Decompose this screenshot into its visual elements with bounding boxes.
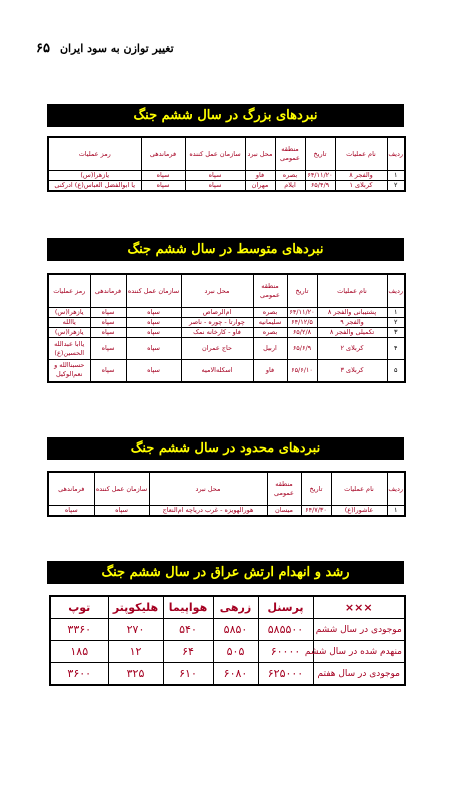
table-cell: سپاه bbox=[126, 338, 181, 360]
table-cell: یا ابوالفضل العباس(ع) ادرکنی bbox=[48, 181, 141, 192]
table-cell: ۶۴/۷/۳۰ bbox=[301, 506, 331, 517]
table-cell: حاج عمران bbox=[181, 338, 253, 360]
table-cell: تکمیلی والفجر ۸ bbox=[317, 328, 387, 338]
table-cell: ۶۵/۶/۹ bbox=[287, 338, 317, 360]
table-row bbox=[48, 360, 405, 382]
table-header-row bbox=[48, 472, 405, 506]
table-cell: ۶۲۵۰۰۰ bbox=[258, 663, 313, 686]
column-header: نام عملیات bbox=[317, 274, 387, 308]
table-cell: سپاه bbox=[90, 308, 126, 318]
table-row bbox=[50, 619, 405, 641]
column-header: سازمان عمل کننده bbox=[185, 137, 245, 171]
table-cell: ایلام bbox=[275, 181, 305, 192]
limited-battles-title: نبردهای محدود در سال ششم جنگ bbox=[47, 437, 404, 460]
table-cell: ۶۱۰ bbox=[163, 663, 213, 686]
table-cell: ۶۵/۲/۸ bbox=[287, 328, 317, 338]
column-header: ردیف bbox=[387, 274, 405, 308]
page-number: ۶۵ bbox=[36, 40, 50, 56]
column-header: نام عملیات bbox=[335, 137, 387, 171]
table-cell: حسبناالله و نعم‌الوکیل bbox=[48, 360, 90, 382]
table-row bbox=[48, 506, 405, 517]
table-cell: سپاه bbox=[90, 318, 126, 328]
column-header: رمز عملیات bbox=[48, 137, 141, 171]
column-header: هواپیما bbox=[163, 596, 213, 619]
table-cell: ۳۳۶۰ bbox=[50, 619, 108, 641]
table-cell: اربیل bbox=[253, 338, 287, 360]
table-cell: ۶۰۰۰۰ bbox=[258, 641, 313, 663]
column-header: رمز عملیات bbox=[48, 274, 90, 308]
table-row bbox=[48, 338, 405, 360]
table-cell: ۶۵/۴/۹ bbox=[305, 181, 335, 192]
column-header: نام عملیات bbox=[331, 472, 387, 506]
table-cell: سپاه bbox=[185, 171, 245, 181]
table-cell: ۱ bbox=[387, 308, 405, 318]
table-cell: چوارتا - چوره - ناصر bbox=[181, 318, 253, 328]
table-cell: کربلای ۳ bbox=[317, 360, 387, 382]
table-cell: سپاه bbox=[94, 506, 149, 517]
table-cell: سپاه bbox=[141, 181, 185, 192]
table-cell: موجودی در سال ششم bbox=[313, 619, 405, 641]
table-cell: ۵۴۰ bbox=[163, 619, 213, 641]
table-row bbox=[48, 171, 405, 181]
large-battles-title: نبردهای بزرگ در سال ششم جنگ bbox=[47, 104, 404, 127]
table-cell: فاو bbox=[245, 171, 275, 181]
table-cell: سپاه bbox=[126, 328, 181, 338]
table-cell: فاو bbox=[253, 360, 287, 382]
table-cell: ۲ bbox=[387, 181, 405, 192]
column-header: پرسنل bbox=[258, 596, 313, 619]
table-cell: هورالهویزه - غرب دریاچه ام‌النعاج bbox=[149, 506, 267, 517]
table-cell: والفجر ۸ bbox=[335, 171, 387, 181]
table-cell: یازهرا(س) bbox=[48, 308, 90, 318]
table-cell: سپاه bbox=[48, 506, 94, 517]
table-cell: یازهرا(س) bbox=[48, 328, 90, 338]
table-cell: سپاه bbox=[141, 171, 185, 181]
page-header bbox=[36, 38, 174, 58]
column-header: تاریخ bbox=[301, 472, 331, 506]
table-cell: ۶۰۸۰ bbox=[213, 663, 258, 686]
medium-battles-title: نبردهای متوسط در سال ششم جنگ bbox=[47, 238, 404, 261]
column-header: منطقه عمومی bbox=[275, 137, 305, 171]
table-cell: سپاه bbox=[126, 308, 181, 318]
column-header: محل نبرد bbox=[245, 137, 275, 171]
table-cell: سپاه bbox=[185, 181, 245, 192]
column-header: فرماندهی bbox=[48, 472, 94, 506]
table-cell: ۱۸۵ bbox=[50, 641, 108, 663]
table-cell: سپاه bbox=[126, 360, 181, 382]
table-cell: ۵۸۵۰ bbox=[213, 619, 258, 641]
column-header: توپ bbox=[50, 596, 108, 619]
table-cell: منهدم شده در سال ششم bbox=[313, 641, 405, 663]
table-cell: سپاه bbox=[90, 338, 126, 360]
table-cell: میسان bbox=[267, 506, 301, 517]
table-cell: موجودی در سال هفتم bbox=[313, 663, 405, 686]
table-cell: ۱ bbox=[387, 506, 405, 517]
table-cell: یازهرا(س) bbox=[48, 171, 141, 181]
column-header: تاریخ bbox=[287, 274, 317, 308]
table-cell: ۳ bbox=[387, 328, 405, 338]
table-cell: والفجر ۹ bbox=[317, 318, 387, 328]
table-cell: یاالله bbox=[48, 318, 90, 328]
limited-battles-table bbox=[47, 471, 406, 517]
table-row bbox=[48, 328, 405, 338]
table-cell: ۵۸۵۵۰۰ bbox=[258, 619, 313, 641]
table-header-row bbox=[50, 596, 405, 619]
table-cell: پشتیبانی والفجر ۸ bbox=[317, 308, 387, 318]
table-row bbox=[48, 318, 405, 328]
column-header: ردیف bbox=[387, 137, 405, 171]
column-header: سازمان عمل کننده bbox=[94, 472, 149, 506]
table-cell: ۳۲۵ bbox=[108, 663, 163, 686]
column-header: سازمان عمل کننده bbox=[126, 274, 181, 308]
running-title: تغییر توازن به سود ایران bbox=[59, 41, 174, 55]
table-cell: سپاه bbox=[126, 318, 181, 328]
column-header: تاریخ bbox=[305, 137, 335, 171]
table-cell: ۶۵/۶/۱۰ bbox=[287, 360, 317, 382]
table-cell: مهران bbox=[245, 181, 275, 192]
table-row bbox=[50, 641, 405, 663]
table-cell: سلیمانیه bbox=[253, 318, 287, 328]
table-cell: عاشورا(ع) bbox=[331, 506, 387, 517]
table-cell: سپاه bbox=[90, 328, 126, 338]
iraq-army-table bbox=[49, 595, 406, 686]
column-header: ردیف bbox=[387, 472, 405, 506]
table-cell: بصره bbox=[275, 171, 305, 181]
table-cell: ۶۴ bbox=[163, 641, 213, 663]
column-header: هلیکوپتر bbox=[108, 596, 163, 619]
table-cell: کربلای ۲ bbox=[317, 338, 387, 360]
table-cell: بصره bbox=[253, 308, 287, 318]
table-row bbox=[50, 663, 405, 686]
table-cell: اسکله‌الامیه bbox=[181, 360, 253, 382]
medium-battles-table bbox=[47, 273, 406, 383]
table-cell: ۱۲ bbox=[108, 641, 163, 663]
table-cell: ۲ bbox=[387, 318, 405, 328]
table-cell: ۶۴/۱۲/۵ bbox=[287, 318, 317, 328]
table-cell: بصره bbox=[253, 328, 287, 338]
table-cell: ۵ bbox=[387, 360, 405, 382]
table-cell: ۱ bbox=[387, 171, 405, 181]
column-header: زرهی bbox=[213, 596, 258, 619]
column-header: منطقه عمومی bbox=[267, 472, 301, 506]
table-cell: ۲۷۰ bbox=[108, 619, 163, 641]
table-cell: یاابا عبدالله الحسین(ع) bbox=[48, 338, 90, 360]
table-cell: سپاه bbox=[90, 360, 126, 382]
column-header: منطقه عمومی bbox=[253, 274, 287, 308]
table-cell: ۶۴/۱۱/۲۰ bbox=[287, 308, 317, 318]
table-cell: ۳۶۰۰ bbox=[50, 663, 108, 686]
column-header: فرماندهی bbox=[90, 274, 126, 308]
iraq-army-title: رشد و انهدام ارتش عراق در سال ششم جنگ bbox=[47, 561, 404, 584]
table-header-row bbox=[48, 274, 405, 308]
column-header: ××× bbox=[313, 596, 405, 619]
table-header-row bbox=[48, 137, 405, 171]
table-cell: ۴ bbox=[387, 338, 405, 360]
table-row bbox=[48, 308, 405, 318]
column-header: فرماندهی bbox=[141, 137, 185, 171]
large-battles-table bbox=[47, 136, 406, 192]
table-cell: ام‌الرصاص bbox=[181, 308, 253, 318]
table-cell: ۵۰۵ bbox=[213, 641, 258, 663]
table-cell: ۶۴/۱۱/۲۰ bbox=[305, 171, 335, 181]
column-header: محل نبرد bbox=[181, 274, 253, 308]
table-row bbox=[48, 181, 405, 192]
table-cell: فاو - کارخانه نمک bbox=[181, 328, 253, 338]
table-cell: کربلای ۱ bbox=[335, 181, 387, 192]
column-header: محل نبرد bbox=[149, 472, 267, 506]
